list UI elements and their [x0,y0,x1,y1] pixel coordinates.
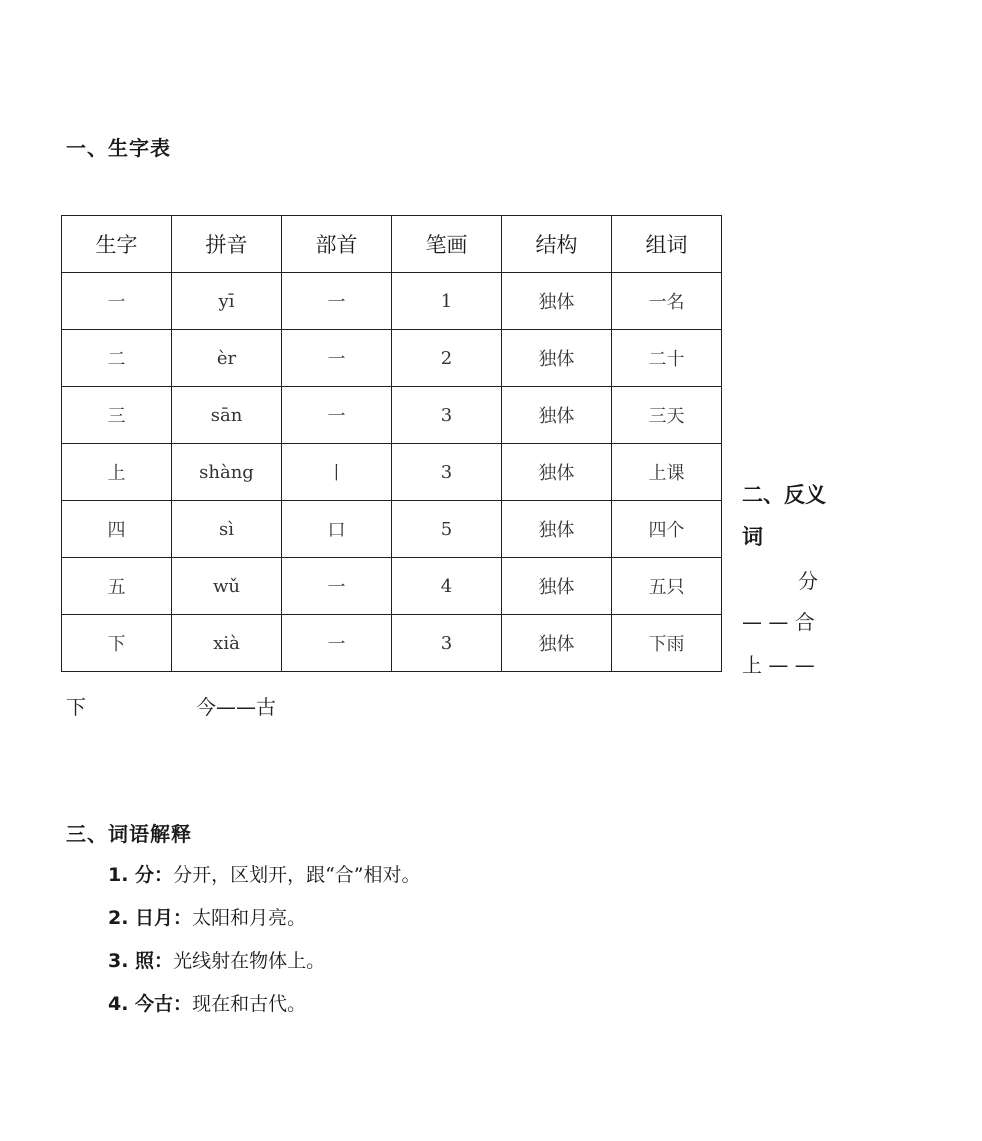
header-structure: 结构 [502,216,612,273]
cell-structure: 独体 [502,273,612,330]
cell-strokes: 3 [392,387,502,444]
cell-words: 一名 [612,273,722,330]
section3-title: 三、词语解释 [66,822,192,846]
cell-words: 上课 [612,444,722,501]
cell-pinyin: shàng [172,444,282,501]
cell-words: 五只 [612,558,722,615]
header-strokes: 笔画 [392,216,502,273]
table-row [62,330,722,387]
cell-char: 下 [62,615,172,672]
explanation-term: 4. 今古： [108,993,193,1015]
antonym-pair-jin-gu: 今——古 [196,695,276,719]
cell-pinyin: sān [172,387,282,444]
cell-char: 一 [62,273,172,330]
cell-strokes: 2 [392,330,502,387]
cell-pinyin: yī [172,273,282,330]
header-radical: 部首 [282,216,392,273]
antonym-pair-he: — — 合 [742,610,815,634]
antonym-word-fen: 分 [798,569,818,593]
explanation-item [108,903,306,930]
cell-radical: 一 [282,558,392,615]
cell-radical: 一 [282,387,392,444]
cell-strokes: 4 [392,558,502,615]
section2-title-line1: 二、反义 [742,483,826,507]
explanation-term: 1. 分： [108,864,174,886]
cell-char: 四 [62,501,172,558]
explanation-item [108,946,325,973]
table-row [62,444,722,501]
header-char: 生字 [62,216,172,273]
cell-words: 四个 [612,501,722,558]
character-table [61,215,722,672]
section2-title-line2: 词 [742,525,764,549]
table-row [62,387,722,444]
table-row [62,558,722,615]
cell-radical: 一 [282,615,392,672]
cell-structure: 独体 [502,387,612,444]
table-header-row [62,216,722,273]
cell-words: 下雨 [612,615,722,672]
explanation-definition: 光线射在物体上。 [173,950,326,972]
header-pinyin: 拼音 [172,216,282,273]
cell-char: 二 [62,330,172,387]
cell-radical: 一 [282,273,392,330]
cell-char: 上 [62,444,172,501]
cell-pinyin: èr [172,330,282,387]
table-row [62,501,722,558]
header-words: 组词 [612,216,722,273]
cell-words: 二十 [612,330,722,387]
cell-pinyin: xià [172,615,282,672]
cell-structure: 独体 [502,615,612,672]
cell-pinyin: wǔ [172,558,282,615]
antonym-word-xia: 下 [66,695,86,719]
table-row [62,615,722,672]
cell-words: 三天 [612,387,722,444]
antonym-pair-shang: 上 — — [742,653,815,677]
cell-strokes: 1 [392,273,502,330]
explanation-term: 3. 照： [108,950,174,972]
explanation-definition: 太阳和月亮。 [192,907,307,929]
cell-radical: 丨 [282,444,392,501]
table-row [62,273,722,330]
explanation-term: 2. 日月： [108,907,193,929]
cell-strokes: 5 [392,501,502,558]
cell-structure: 独体 [502,444,612,501]
cell-structure: 独体 [502,558,612,615]
cell-strokes: 3 [392,444,502,501]
cell-radical: 一 [282,330,392,387]
explanation-item [108,860,421,887]
explanation-item [108,989,306,1016]
section1-title: 一、生字表 [66,136,171,160]
cell-structure: 独体 [502,330,612,387]
explanation-definition: 分开，区划开，跟“合”相对。 [173,864,421,886]
cell-char: 五 [62,558,172,615]
cell-pinyin: sì [172,501,282,558]
cell-structure: 独体 [502,501,612,558]
explanation-definition: 现在和古代。 [192,993,307,1015]
cell-strokes: 3 [392,615,502,672]
cell-radical: 口 [282,501,392,558]
cell-char: 三 [62,387,172,444]
